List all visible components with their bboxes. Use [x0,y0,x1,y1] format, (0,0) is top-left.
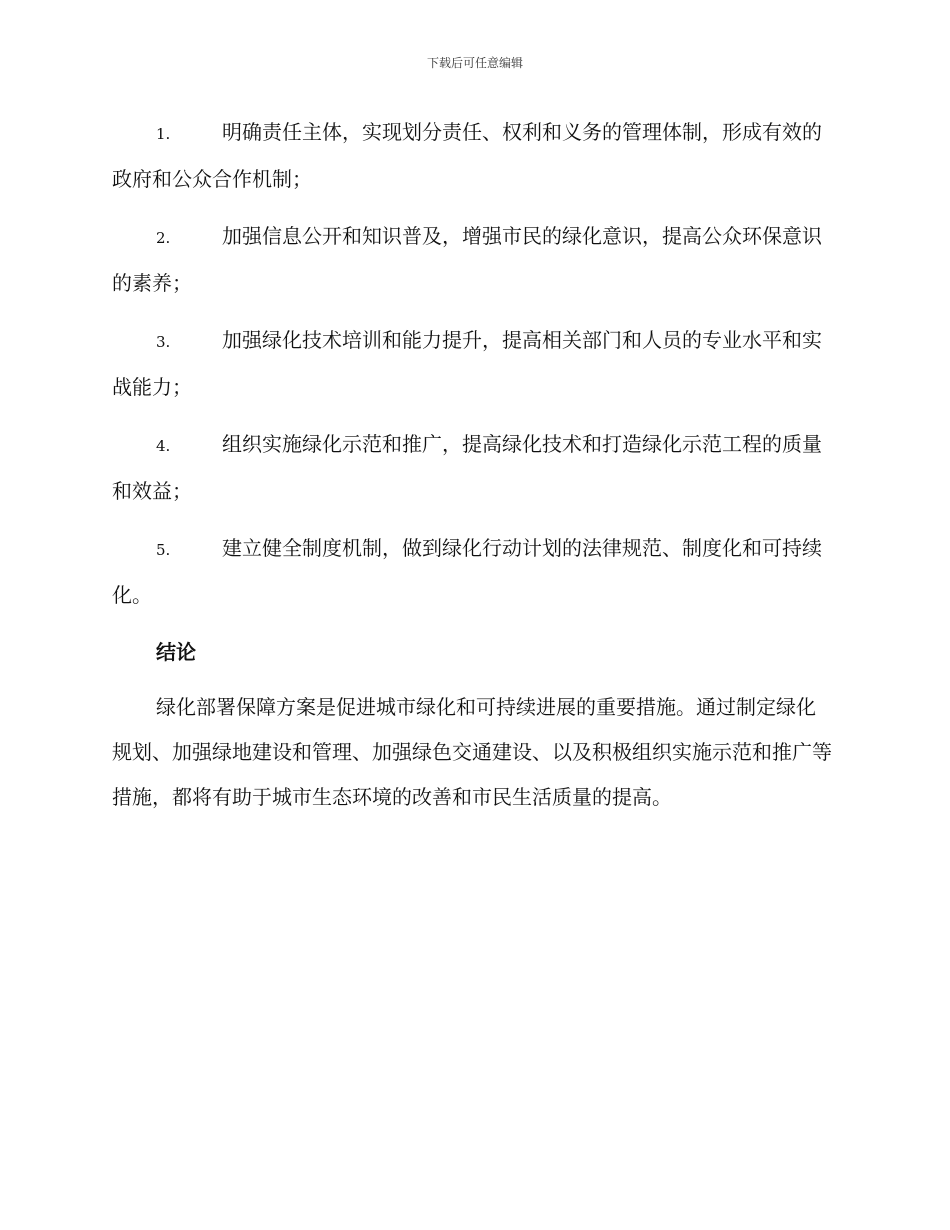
list-item [112,110,834,202]
list-item [112,318,834,410]
list-number: 4. [156,437,171,455]
list-text: 明确责任主体，实现划分责任、权利和义务的管理体制，形成有效的政府和公众合作机制； [112,120,822,191]
list-number: 5. [156,541,171,559]
list-text: 组织实施绿化示范和推广，提高绿化技术和打造绿化示范工程的质量和效益； [112,432,822,503]
list-text: 加强绿化技术培训和能力提升，提高相关部门和人员的专业水平和实战能力； [112,328,822,399]
page-header: 下载后可任意编辑 [426,56,523,70]
conclusion-paragraph: 绿化部署保障方案是促进城市绿化和可持续进展的重要措施。通过制定绿化规划、加强绿地建设和管理、加强绿色交通建设、以及积极组织实施示范和推广等措施，都将有助于城市生态环境的改善和市民生活质量的提高。 [112,695,832,809]
list-text: 建立健全制度机制，做到绿化行动计划的法律规范、制度化和可持续化。 [112,536,822,607]
list-number: 3. [156,333,171,351]
document-body [112,110,834,820]
list-item [112,526,834,618]
list-item [112,422,834,514]
list-item [112,214,834,306]
list-text: 加强信息公开和知识普及，增强市民的绿化意识，提高公众环保意识的素养； [112,224,822,295]
list-number: 1. [156,125,171,143]
list-number: 2. [156,229,171,247]
section-heading-conclusion: 结论 [156,640,196,664]
